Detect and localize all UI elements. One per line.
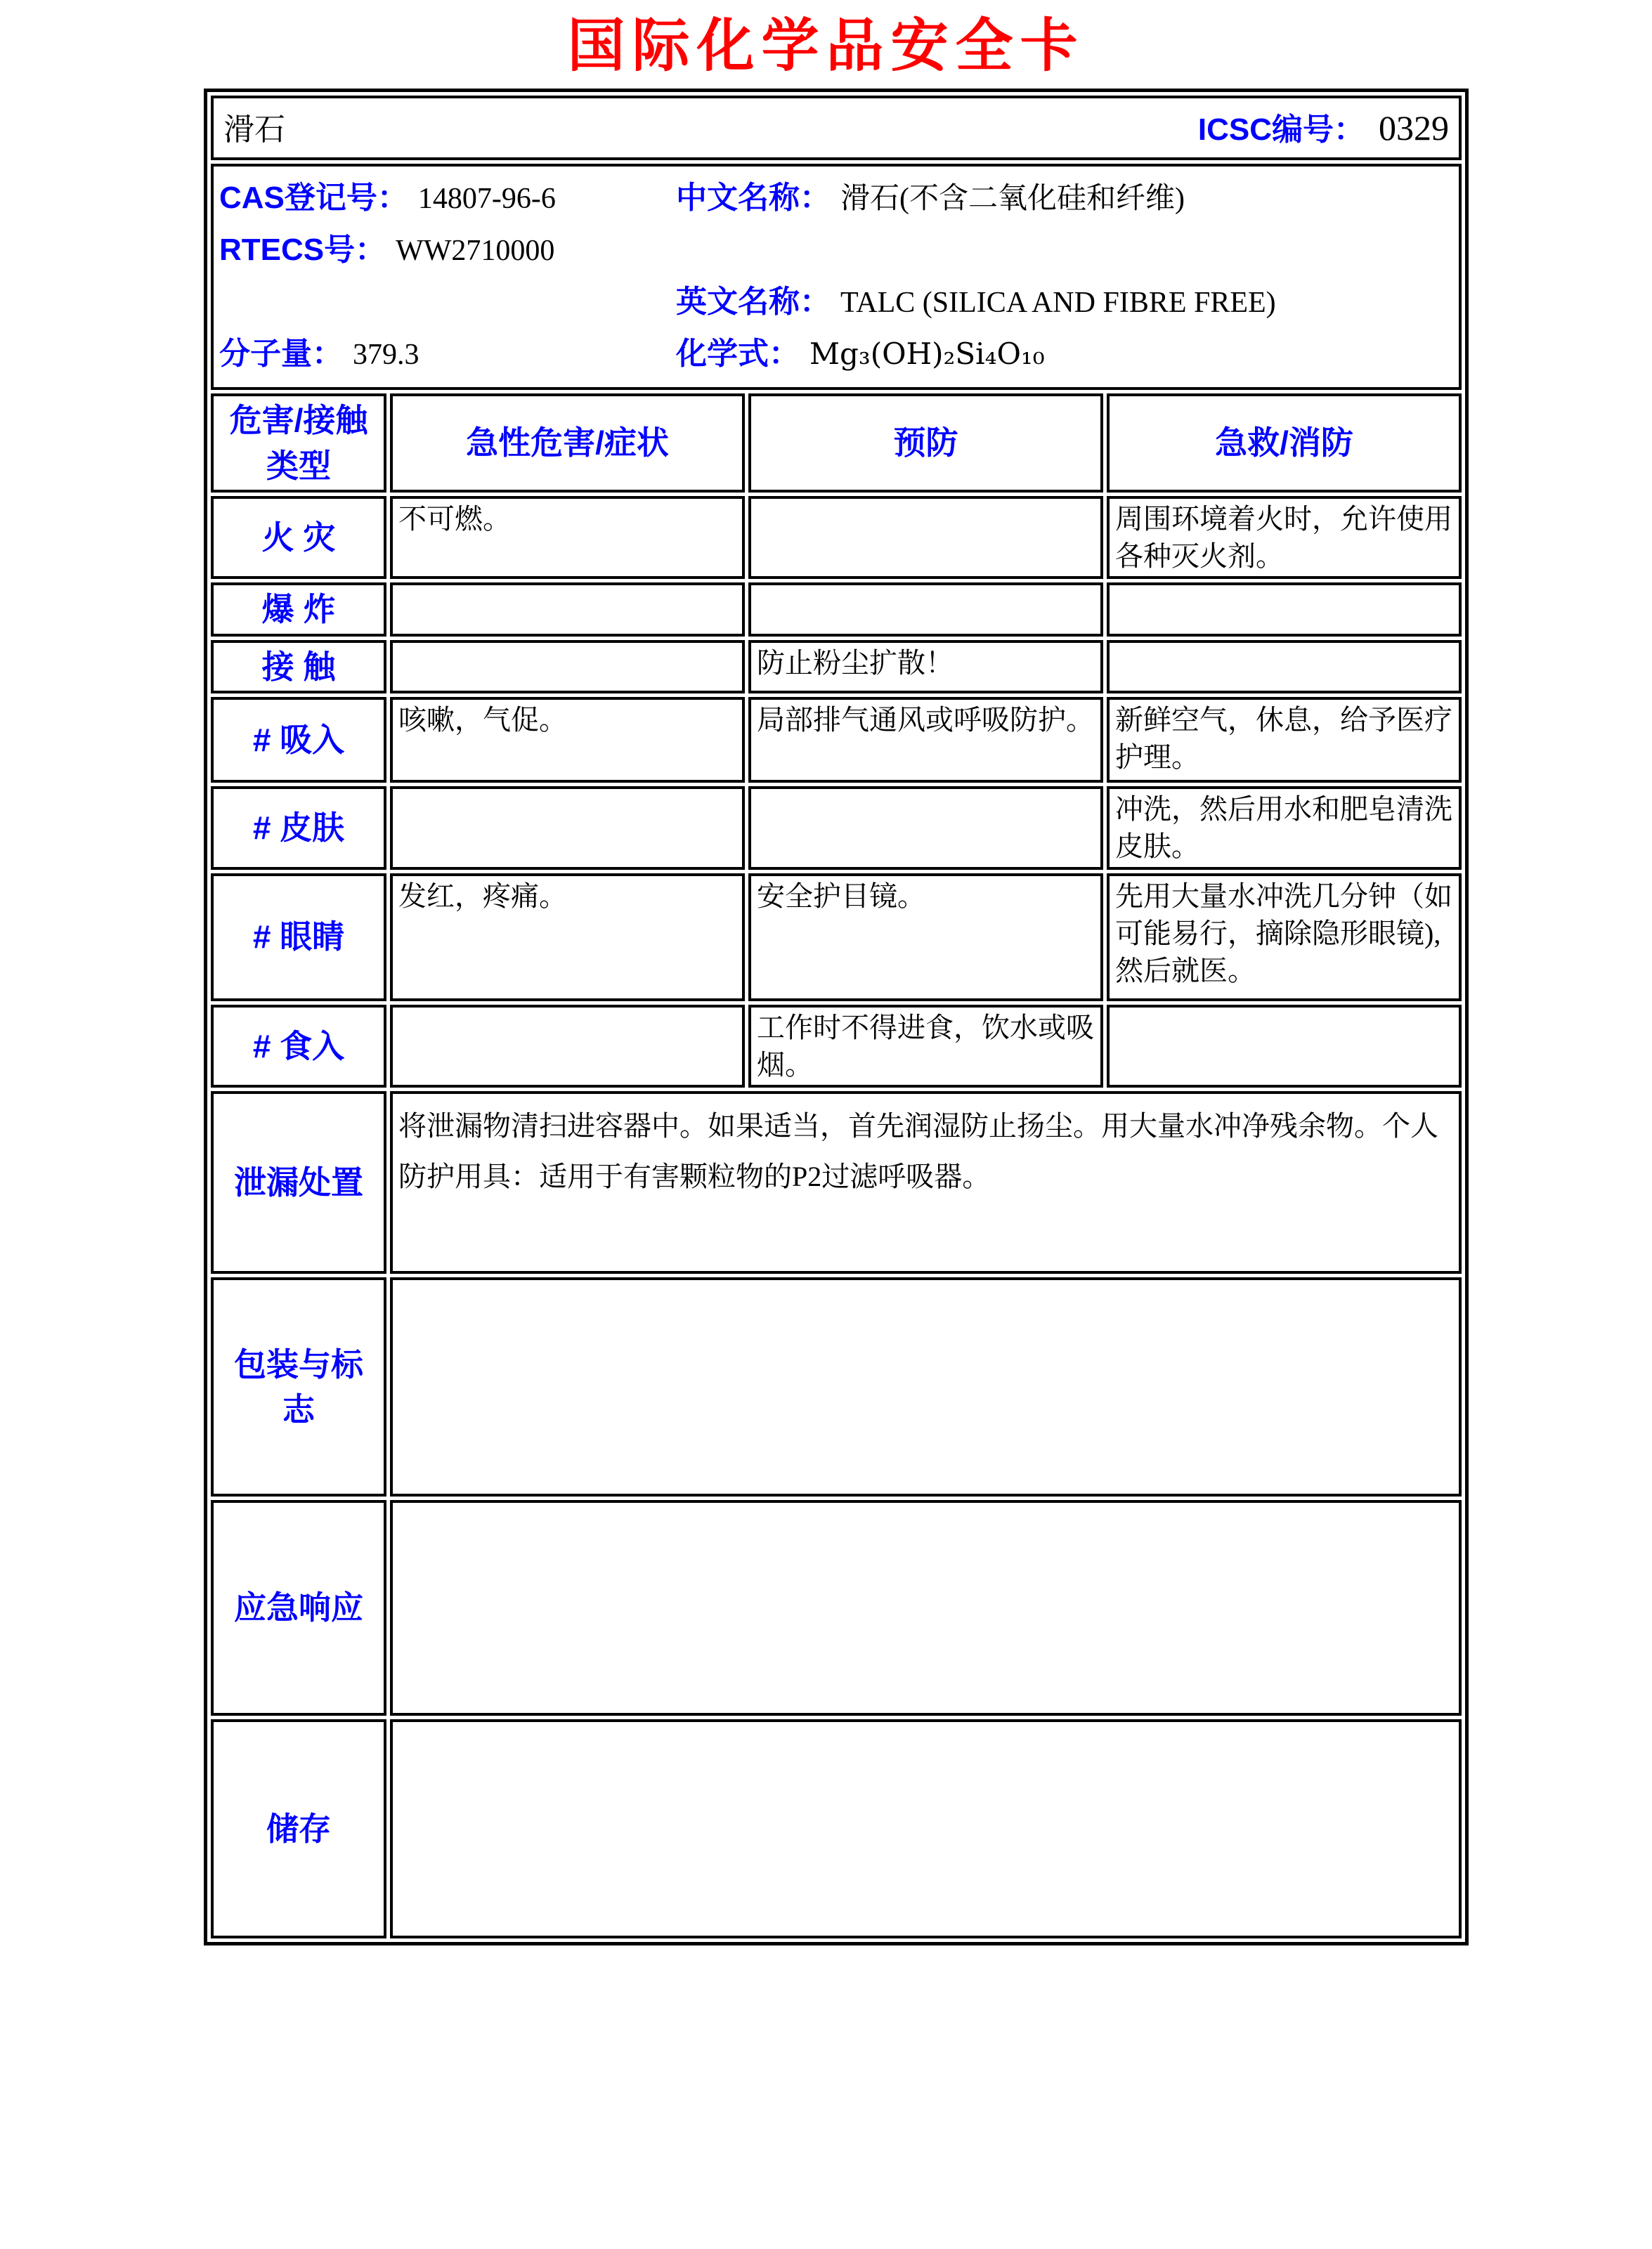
explosion-prevention-cell	[748, 582, 1103, 636]
icsc-number-value: 0329	[1379, 108, 1449, 148]
emergency-response-content-cell	[390, 1500, 1462, 1716]
exposure-symptoms-cell	[390, 640, 745, 693]
inhalation-first-aid-cell: 新鲜空气，休息，给予医疗护理。	[1107, 697, 1462, 783]
spillage-disposal-row	[211, 1091, 1462, 1274]
skin-row-label: # 皮肤	[211, 786, 386, 869]
eyes-prevention-cell: 安全护目镜。	[748, 873, 1103, 1001]
chemical-formula-label: 化学式：	[676, 337, 800, 372]
storage-row-label: 储存	[211, 1719, 386, 1938]
eyes-first-aid-cell: 先用大量水冲洗几分钟（如可能易行，摘除隐形眼镜),然后就医。	[1107, 873, 1462, 1001]
inhalation-row	[211, 697, 1462, 783]
packaging-labelling-content-cell	[390, 1277, 1462, 1497]
skin-prevention-cell	[748, 786, 1103, 869]
substance-header-row	[211, 96, 1462, 160]
storage-content-cell	[390, 1719, 1462, 1938]
substance-name: 滑石	[223, 112, 285, 148]
header-first-aid-fire: 急救/消防	[1107, 393, 1462, 493]
emergency-response-row	[211, 1500, 1462, 1716]
rtecs-number-label: RTECS号：	[219, 233, 386, 268]
spillage-disposal-content-cell: 将泄漏物清扫进容器中。如果适当，首先润湿防止扬尘。用大量水冲净残余物。个人防护用具：适用于有害颗粒物的P2过滤呼吸器。	[390, 1091, 1462, 1274]
molecular-weight-line	[219, 334, 676, 375]
icsc-page	[0, 13, 1652, 2249]
packaging-labelling-row-label: 包装与标志	[211, 1277, 386, 1497]
header-acute-symptoms: 急性危害/症状	[390, 393, 745, 493]
chinese-name-label: 中文名称：	[676, 181, 831, 216]
eyes-row	[211, 873, 1462, 1001]
ingestion-prevention-cell: 工作时不得进食，饮水或吸烟。	[748, 1005, 1103, 1088]
identification-cell	[211, 164, 1462, 390]
header-hazard-type-line2: 类型	[266, 447, 331, 484]
chemical-formula-value: Mg₃(OH)₂Si₄O₁₀	[809, 337, 1045, 372]
ingestion-first-aid-cell	[1107, 1005, 1462, 1088]
substance-header-cell	[211, 96, 1462, 160]
icsc-number-label: ICSC编号：	[1197, 112, 1365, 148]
header-hazard-type-line1: 危害/接触	[229, 402, 368, 439]
fire-symptoms-cell: 不可燃。	[390, 496, 745, 579]
skin-symptoms-cell	[390, 786, 745, 869]
eyes-symptoms-cell: 发红，疼痛。	[390, 873, 745, 1001]
table-header-row	[211, 393, 1462, 493]
inhalation-symptoms-cell: 咳嗽，气促。	[390, 697, 745, 783]
skin-row	[211, 786, 1462, 869]
ingestion-symptoms-cell	[390, 1005, 745, 1088]
identification-row	[211, 164, 1462, 390]
molecular-weight-value: 379.3	[353, 339, 419, 372]
fire-first-aid-cell: 周围环境着火时，允许使用各种灭火剂。	[1107, 496, 1462, 579]
english-name-value: TALC (SILICA AND FIBRE FREE)	[840, 287, 1276, 320]
explosion-symptoms-cell	[390, 582, 745, 636]
chinese-name-value: 滑石(不含二氧化硅和纤维)	[840, 183, 1185, 216]
icsc-card-table	[204, 89, 1469, 1945]
header-hazard-type	[211, 393, 386, 493]
english-name-line	[676, 282, 1453, 323]
explosion-first-aid-cell	[1107, 582, 1462, 636]
cas-number-label: CAS登记号：	[219, 181, 408, 216]
exposure-prevention-cell: 防止粉尘扩散！	[748, 640, 1103, 693]
molecular-weight-label: 分子量：	[219, 337, 343, 372]
english-name-label: 英文名称：	[676, 285, 831, 320]
fire-row	[211, 496, 1462, 579]
exposure-row	[211, 640, 1462, 693]
fire-row-label: 火 灾	[211, 496, 386, 579]
packaging-labelling-row	[211, 1277, 1462, 1497]
inhalation-prevention-cell: 局部排气通风或呼吸防护。	[748, 697, 1103, 783]
icsc-number-group	[1198, 105, 1449, 152]
explosion-row	[211, 582, 1462, 636]
ingestion-row-label: # 食入	[211, 1005, 386, 1088]
spillage-disposal-row-label: 泄漏处置	[211, 1091, 386, 1274]
fire-prevention-cell	[748, 496, 1103, 579]
emergency-response-row-label: 应急响应	[211, 1500, 386, 1716]
eyes-row-label: # 眼睛	[211, 873, 386, 1001]
page-title: 国际化学品安全卡	[567, 12, 1085, 79]
skin-first-aid-cell: 冲洗，然后用水和肥皂清洗皮肤。	[1107, 786, 1462, 869]
cas-number-value: 14807-96-6	[417, 183, 556, 216]
chinese-name-line	[676, 178, 1453, 219]
storage-row	[211, 1719, 1462, 1938]
explosion-row-label: 爆 炸	[211, 582, 386, 636]
exposure-row-label: 接 触	[211, 640, 386, 693]
inhalation-row-label: # 吸入	[211, 697, 386, 783]
header-prevention: 预防	[748, 393, 1103, 493]
ingestion-row	[211, 1005, 1462, 1088]
exposure-first-aid-cell	[1107, 640, 1462, 693]
rtecs-number-value: WW2710000	[396, 235, 555, 268]
rtecs-number-line	[219, 230, 676, 271]
cas-number-line	[219, 178, 676, 219]
chemical-formula-line	[676, 334, 1453, 375]
